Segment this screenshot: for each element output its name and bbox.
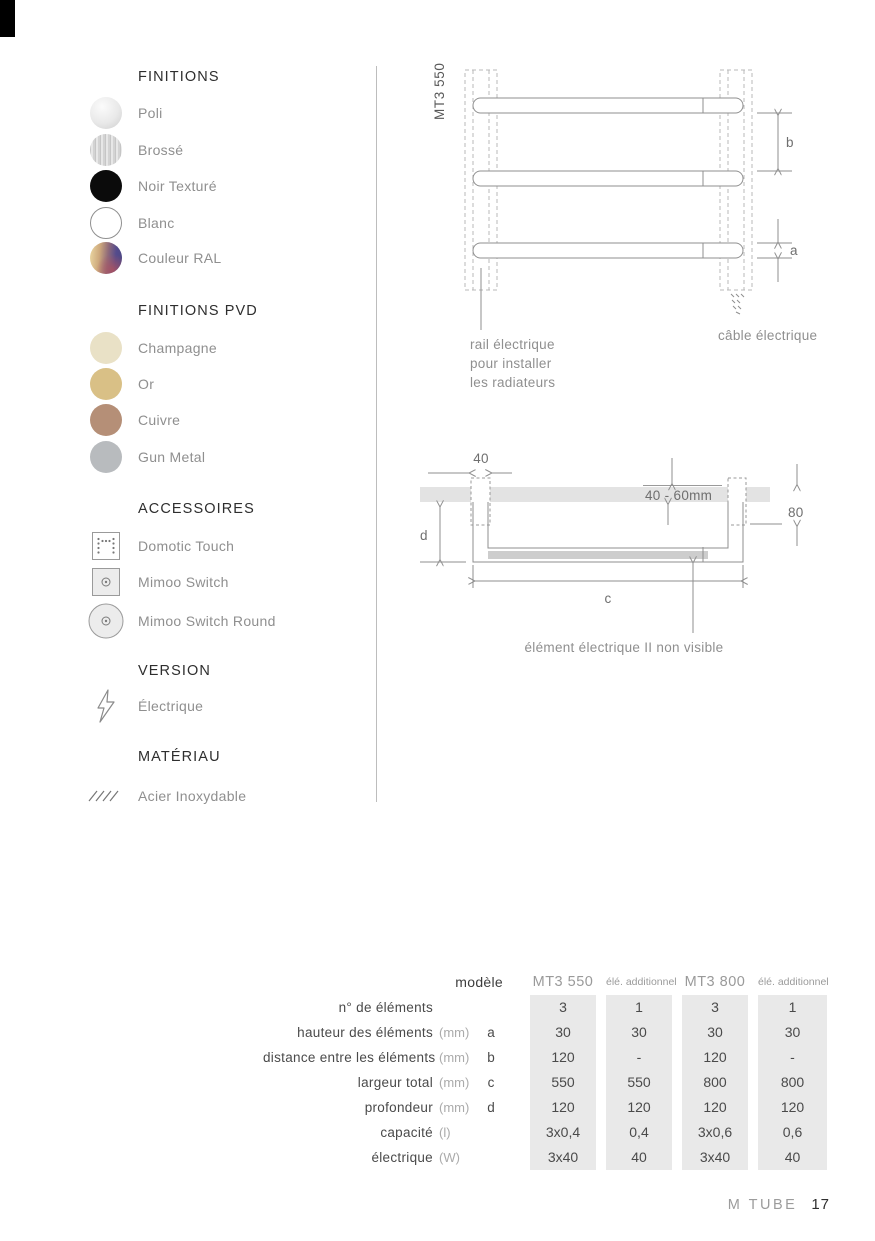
table-cell: 800 bbox=[758, 1070, 827, 1095]
spec-table bbox=[263, 969, 827, 1170]
table-cell: 1 bbox=[758, 995, 827, 1020]
materiau-title: MATÉRIAU bbox=[138, 749, 221, 765]
rail-label-line2: pour installer bbox=[470, 356, 552, 371]
materiau-label: Acier Inoxydable bbox=[138, 788, 247, 804]
pvd-item-gunmetal bbox=[82, 439, 205, 475]
table-cell: 550 bbox=[606, 1070, 672, 1095]
row-unit: (l) bbox=[439, 1125, 451, 1140]
table-cell: 120 bbox=[682, 1045, 748, 1070]
sidebar-divider bbox=[376, 66, 377, 802]
table-row bbox=[263, 995, 827, 1020]
row-letter: a bbox=[487, 1025, 495, 1040]
page-corner-mark bbox=[0, 0, 15, 37]
table-cell: 120 bbox=[682, 1095, 748, 1120]
column-header-mt3-800: MT3 800 bbox=[684, 974, 746, 990]
rail-label-line1: rail électrique bbox=[470, 337, 555, 352]
row-label: électrique bbox=[371, 1150, 433, 1165]
front-view-diagram bbox=[400, 58, 860, 398]
table-cell: 1 bbox=[606, 995, 672, 1020]
accessoires-title: ACCESSOIRES bbox=[138, 501, 255, 517]
noir-swatch bbox=[90, 170, 122, 202]
table-row bbox=[263, 1070, 827, 1095]
finish-item-poli bbox=[82, 95, 163, 131]
or-swatch bbox=[90, 368, 122, 400]
table-cell: 120 bbox=[530, 1045, 596, 1070]
row-unit: (mm) bbox=[439, 1100, 470, 1115]
mimoo-switch-icon bbox=[92, 568, 120, 596]
table-cell: 3x0,6 bbox=[682, 1120, 748, 1145]
cuivre-swatch bbox=[90, 404, 122, 436]
finish-label: Gun Metal bbox=[138, 449, 206, 465]
row-label: n° de éléments bbox=[338, 1000, 433, 1015]
radiator-tubes bbox=[473, 98, 743, 258]
element-label: élément électrique II non visible bbox=[524, 640, 724, 655]
table-cell: 800 bbox=[682, 1070, 748, 1095]
model-label: MT3 550 bbox=[432, 62, 447, 120]
dim-40-label: 40 bbox=[473, 451, 489, 466]
dim-80-label: 80 bbox=[788, 505, 804, 520]
finish-item-ral bbox=[82, 240, 221, 276]
row-label: hauteur des éléments bbox=[297, 1025, 433, 1040]
row-letter: b bbox=[487, 1050, 495, 1065]
finish-item-brosse bbox=[82, 132, 183, 168]
table-row bbox=[263, 1045, 827, 1070]
table-cell: 3x40 bbox=[530, 1145, 596, 1170]
table-cell: 40 bbox=[606, 1145, 672, 1170]
table-cell: 3x0,4 bbox=[530, 1120, 596, 1145]
table-row bbox=[263, 1120, 827, 1145]
pvd-item-or bbox=[82, 366, 154, 402]
column-header-ele-additionnel: élé. additionnel bbox=[606, 976, 677, 988]
row-unit: (mm) bbox=[439, 1075, 470, 1090]
dimension-c bbox=[473, 565, 743, 588]
table-cell: 30 bbox=[530, 1020, 596, 1045]
accessory-item-mimoo-switch bbox=[82, 564, 229, 600]
version-title: VERSION bbox=[138, 663, 211, 679]
dim-d-label: d bbox=[420, 528, 428, 543]
table-header-label: modèle bbox=[455, 974, 503, 990]
table-cell: 550 bbox=[530, 1070, 596, 1095]
dim-b-label: b bbox=[786, 135, 794, 150]
finish-label: Poli bbox=[138, 105, 163, 121]
tube-inner-profile bbox=[488, 502, 728, 548]
table-cell: 120 bbox=[758, 1095, 827, 1120]
accessory-item-domotic-touch bbox=[82, 528, 234, 564]
gunmetal-swatch bbox=[90, 441, 122, 473]
champagne-swatch bbox=[90, 332, 122, 364]
electric-element-bar bbox=[488, 551, 708, 559]
table-cell: 0,6 bbox=[758, 1120, 827, 1145]
cable-squiggle bbox=[731, 294, 744, 314]
pvd-item-champagne bbox=[82, 330, 217, 366]
finish-item-blanc bbox=[82, 205, 175, 241]
column-header-mt3-550: MT3 550 bbox=[532, 974, 594, 990]
finish-label: Blanc bbox=[138, 215, 175, 231]
finish-label: Cuivre bbox=[138, 412, 181, 428]
ral-swatch bbox=[90, 242, 122, 274]
finish-label: Champagne bbox=[138, 340, 217, 356]
row-label: profondeur bbox=[364, 1100, 433, 1115]
accessory-label: Mimoo Switch bbox=[138, 574, 229, 590]
page-footer bbox=[728, 1196, 830, 1213]
table-row bbox=[263, 1020, 827, 1045]
blanc-swatch bbox=[90, 207, 122, 239]
accessory-item-mimoo-switch-round bbox=[82, 603, 276, 639]
row-label: largeur total bbox=[357, 1075, 433, 1090]
dim-c-label: c bbox=[604, 591, 612, 606]
domotic-touch-icon bbox=[92, 532, 120, 560]
pvd-item-cuivre bbox=[82, 402, 180, 438]
brosse-swatch bbox=[90, 134, 122, 166]
hatch-icon bbox=[86, 789, 126, 803]
finitions-title: FINITIONS bbox=[138, 69, 220, 85]
wall-thickness-label: 40 - 60mm bbox=[645, 488, 713, 503]
table-cell: 30 bbox=[682, 1020, 748, 1045]
table-cell: 3 bbox=[682, 995, 748, 1020]
table-cell: - bbox=[758, 1045, 827, 1070]
table-cell: 120 bbox=[530, 1095, 596, 1120]
dim-a-label: a bbox=[790, 243, 798, 258]
dimension-a bbox=[757, 219, 792, 282]
row-label: distance entre les éléments bbox=[263, 1050, 436, 1065]
table-cell: - bbox=[606, 1045, 672, 1070]
poli-swatch bbox=[90, 97, 122, 129]
table-cell: 3 bbox=[530, 995, 596, 1020]
section-view-diagram bbox=[400, 430, 875, 670]
table-cell: 120 bbox=[606, 1095, 672, 1120]
accessory-label: Domotic Touch bbox=[138, 538, 235, 554]
materiau-item-acier bbox=[82, 778, 246, 814]
row-unit: (mm) bbox=[439, 1025, 470, 1040]
table-cell: 40 bbox=[758, 1145, 827, 1170]
finish-item-noir bbox=[82, 168, 217, 204]
finitions-pvd-title: FINITIONS PVD bbox=[138, 303, 258, 319]
row-label: capacité bbox=[380, 1125, 433, 1140]
table-cell: 0,4 bbox=[606, 1120, 672, 1145]
table-cell: 30 bbox=[758, 1020, 827, 1045]
lightning-icon bbox=[93, 689, 119, 723]
table-row bbox=[263, 1095, 827, 1120]
finish-label: Or bbox=[138, 376, 155, 392]
accessory-label: Mimoo Switch Round bbox=[138, 613, 276, 629]
mimoo-switch-round-icon bbox=[88, 603, 124, 639]
finish-label: Noir Texturé bbox=[138, 178, 217, 194]
finish-label: Couleur RAL bbox=[138, 250, 222, 266]
version-item-electrique bbox=[82, 688, 203, 724]
finish-label: Brossé bbox=[138, 142, 184, 158]
row-letter: c bbox=[487, 1075, 495, 1090]
page-number: 17 bbox=[811, 1196, 830, 1213]
version-label: Électrique bbox=[138, 698, 204, 714]
row-unit: (W) bbox=[439, 1150, 460, 1165]
table-header-row bbox=[263, 969, 827, 995]
table-cell: 30 bbox=[606, 1020, 672, 1045]
cable-label: câble électrique bbox=[718, 328, 818, 343]
brand-name: M TUBE bbox=[727, 1197, 798, 1213]
column-header-ele-additionnel: élé. additionnel bbox=[758, 976, 829, 988]
row-unit: (mm) bbox=[439, 1050, 470, 1065]
row-letter: d bbox=[487, 1100, 495, 1115]
table-cell: 3x40 bbox=[682, 1145, 748, 1170]
rail-label-line3: les radiateurs bbox=[470, 375, 556, 390]
table-row bbox=[263, 1145, 827, 1170]
